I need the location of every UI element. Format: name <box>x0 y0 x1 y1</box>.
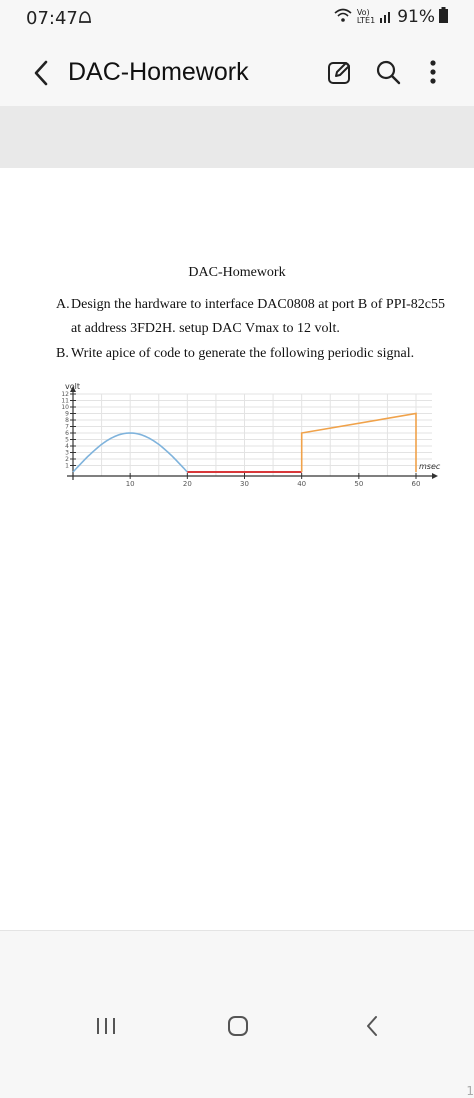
signal-chart <box>0 380 474 500</box>
page-title: DAC-Homework <box>68 58 249 86</box>
x-tick-label: 50 <box>354 480 364 488</box>
x-tick-label: 10 <box>125 480 135 488</box>
nav-bar <box>0 930 474 1054</box>
status-indicators <box>333 7 448 27</box>
item-b-label: B. <box>56 346 69 361</box>
y-tick-label: 7 <box>65 423 69 431</box>
y-tick-label: 9 <box>65 410 69 418</box>
x-tick-label: 20 <box>182 480 192 488</box>
y-tick-label: 10 <box>61 404 69 411</box>
page-number: 1 <box>466 1084 474 1098</box>
battery-icon <box>439 7 448 27</box>
alarm-icon <box>77 9 93 25</box>
item-a-label: A. <box>56 297 70 312</box>
y-tick-label: 5 <box>65 436 69 444</box>
y-tick-label: 4 <box>65 443 69 450</box>
home-icon[interactable] <box>218 1011 258 1041</box>
wifi-icon <box>333 7 353 27</box>
lte-label <box>357 9 375 25</box>
signal-icon <box>379 8 393 27</box>
y-tick-label: 6 <box>65 430 69 437</box>
y-tick-label: 1 <box>65 462 69 470</box>
document-title: DAC-Homework <box>188 265 286 280</box>
x-tick-label: 60 <box>411 480 421 488</box>
lte-label-bottom: LTE1 <box>356 16 376 25</box>
toolbar-spacer <box>0 106 474 168</box>
y-tick-label: 2 <box>65 456 69 463</box>
more-vert-icon[interactable] <box>417 56 449 88</box>
y-tick-label: 8 <box>65 417 69 424</box>
search-icon[interactable] <box>372 56 404 88</box>
x-axis-label: msec <box>419 462 441 471</box>
nav-back-icon[interactable] <box>352 1011 392 1041</box>
y-tick-label: 11 <box>61 397 69 405</box>
item-a-line1: Design the hardware to interface DAC0808 at port B of PPI-82c55 <box>71 297 446 312</box>
document-page[interactable] <box>0 168 474 1098</box>
back-arrow-icon[interactable] <box>24 56 58 90</box>
y-axis-label: volt <box>65 382 80 391</box>
status-time: 07:47 <box>26 8 78 29</box>
y-tick-label: 12 <box>61 391 69 398</box>
item-b-text: Write apice of code to generate the following periodic signal. <box>71 346 415 361</box>
app-bar <box>0 40 474 106</box>
status-bar <box>0 0 474 38</box>
recent-apps-icon[interactable] <box>86 1011 126 1041</box>
edit-note-icon[interactable] <box>324 56 356 88</box>
battery-percent: 91% <box>397 7 435 27</box>
item-a-line2: at address 3FD2H. setup DAC Vmax to 12 volt. <box>71 321 340 336</box>
y-tick-label: 3 <box>65 449 69 457</box>
x-tick-label: 30 <box>240 480 249 488</box>
x-tick-label: 40 <box>297 480 307 488</box>
x-axis-arrow <box>432 473 438 479</box>
lte-label-top: Vo) <box>356 8 370 17</box>
